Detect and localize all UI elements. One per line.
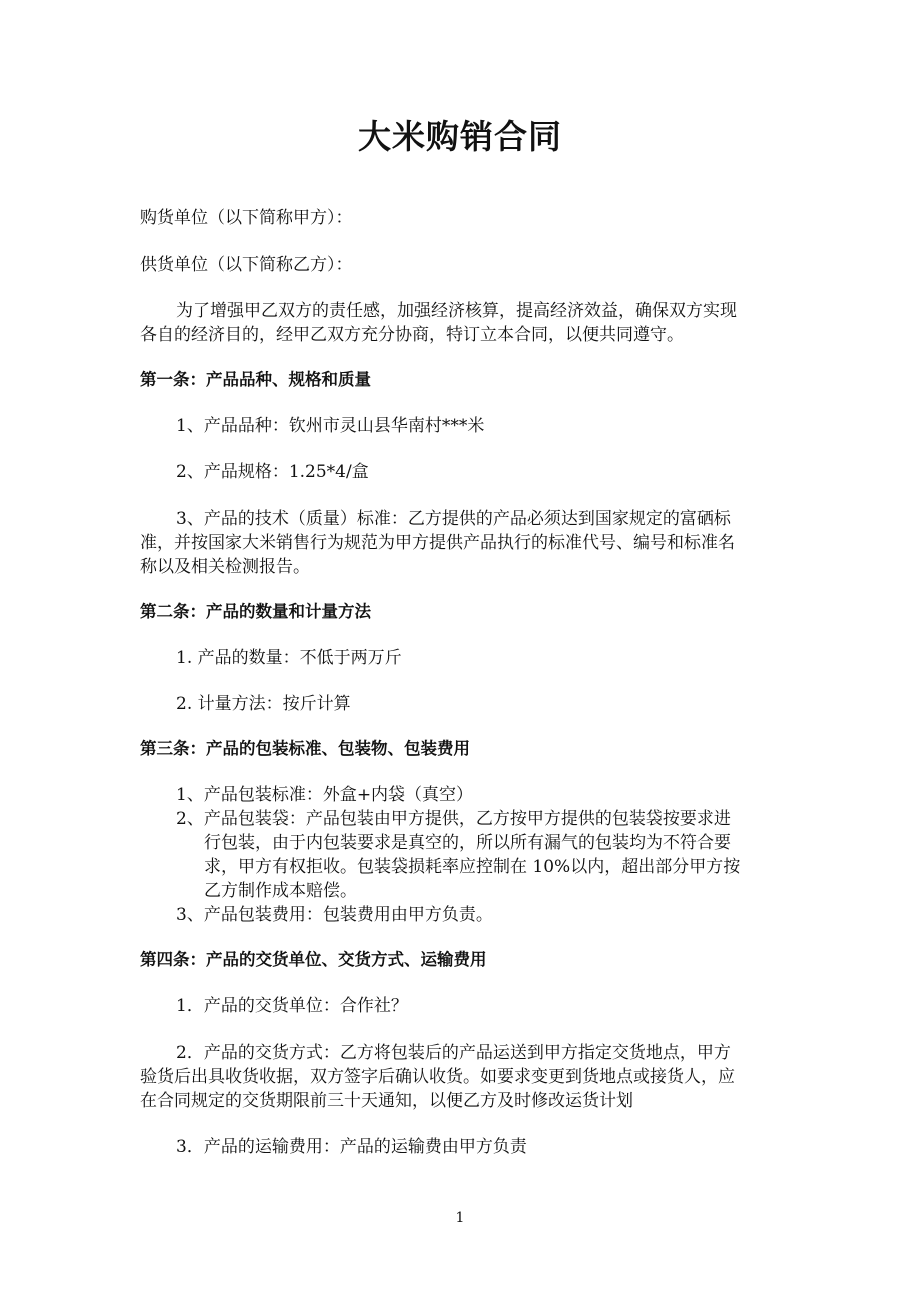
article-4-item-2-line-2: 验货后出具收货收据，双方签字后确认收货。如要求变更到货地点或接货人，应	[140, 1067, 735, 1087]
article-2-item-2: 2. 计量方法：按斤计算	[176, 694, 351, 714]
article-4-item-3: 3．产品的运输费用：产品的运输费由甲方负责	[176, 1137, 527, 1157]
buyer-line: 购货单位（以下简称甲方）：	[140, 208, 353, 228]
article-4-heading: 第四条：产品的交货单位、交货方式、运输费用	[140, 950, 487, 969]
article-4-item-2-line-1: 2．产品的交货方式：乙方将包装后的产品运送到甲方指定交货地点，甲方	[176, 1043, 731, 1063]
article-1-item-2: 2、产品规格：1.25*4/盒	[176, 462, 369, 482]
article-4-item-1: 1．产品的交货单位：合作社？	[176, 996, 408, 1016]
article-3-heading: 第三条：产品的包装标准、包装物、包装费用	[140, 739, 470, 758]
article-3-item-2-line-4: 乙方制作成本赔偿。	[204, 881, 357, 901]
document-title: 大米购销合同	[358, 117, 562, 156]
article-3-item-2-line-2: 行包装，由于内包装要求是真空的，所以所有漏气的包装均为不符合要	[204, 833, 731, 853]
article-1-item-3-line-2: 准，并按国家大米销售行为规范为甲方提供产品执行的标准代号、编号和标准名	[140, 533, 735, 553]
seller-line: 供货单位（以下简称乙方）：	[140, 255, 353, 275]
article-2-heading: 第二条：产品的数量和计量方法	[140, 602, 371, 621]
article-3-item-1: 1、产品包装标准：外盒+内袋（真空）	[176, 785, 474, 805]
article-3-item-2-line-3: 求，甲方有权拒收。包装袋损耗率应控制在 10%以内，超出部分甲方按	[204, 857, 741, 877]
intro-line-2: 各自的经济目的，经甲乙双方充分协商，特订立本合同，以便共同遵守。	[140, 325, 684, 345]
article-1-item-1: 1、产品品种：钦州市灵山县华南村***米	[176, 416, 485, 436]
intro-line-1: 为了增强甲乙双方的责任感，加强经济核算，提高经济效益，确保双方实现	[176, 301, 737, 321]
article-1-item-3-line-1: 3、产品的技术（质量）标准：乙方提供的产品必须达到国家规定的富硒标	[176, 509, 731, 529]
article-4-item-2-line-3: 在合同规定的交货期限前三十天通知，以便乙方及时修改运货计划	[140, 1091, 633, 1111]
article-3-item-2-line-1: 2、产品包装袋：产品包装由甲方提供，乙方按甲方提供的包装袋按要求进	[176, 809, 731, 829]
article-1-item-3-line-3: 称以及相关检测报告。	[140, 557, 310, 577]
article-2-item-1: 1. 产品的数量：不低于两万斤	[176, 648, 402, 668]
article-1-heading: 第一条：产品品种、规格和质量	[140, 370, 371, 389]
page-number: 1	[455, 1210, 465, 1226]
article-3-item-3: 3、产品包装费用：包装费用由甲方负责。	[176, 905, 493, 925]
